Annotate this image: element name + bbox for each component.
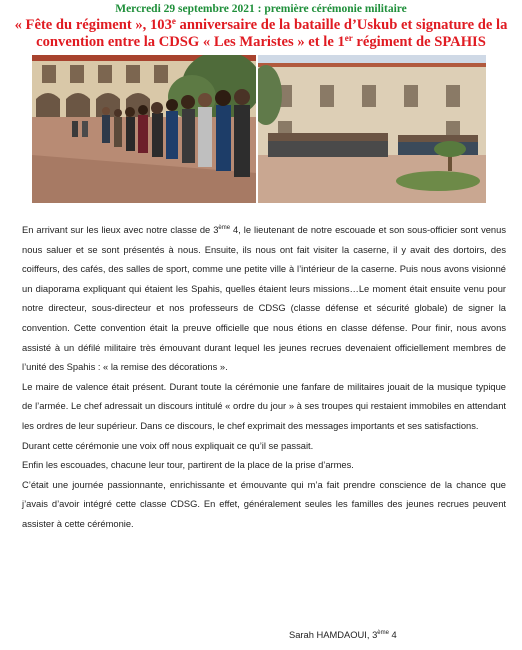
- paragraph-arrival-text-1: En arrivant sur les lieux avec notre classe de 3: [22, 225, 219, 235]
- courtyard-photo: [258, 55, 486, 203]
- date-line: Mercredi 29 septembre 2021 : première cérémonie militaire: [115, 3, 407, 15]
- title-superscript-1: e: [171, 16, 176, 26]
- paragraph-mayor: Le maire de valence était présent. Durant toute la cérémonie une fanfare de militaires jouait de la musique typique de l’armée. Le chef adressait un discours intitulé « ordre du jour » à ses troupes qui restaient immobiles en attendant les ordres de leur supérieur. Dans ce discours, le chef exprimait des messages importants et ses satisfactions.: [22, 381, 506, 431]
- title-superscript-2: er: [344, 33, 353, 43]
- title-part-3: régiment de SPAHIS: [352, 34, 486, 50]
- article-title: [8, 17, 514, 51]
- paragraph-arrival-superscript: ème: [218, 225, 231, 231]
- article-body: [22, 221, 506, 535]
- paragraph-conclusion: C’était une journée passionnante, enrichissante et émouvante qui m’a fait prendre conscience de la chance que j’avais d’avoir intégré cette classe CDSG. En effet, généralement seules les familles des jeunes recrues peuvent assister à cette cérémonie.: [22, 479, 506, 529]
- author-signature: [289, 629, 397, 641]
- author-class: 4: [388, 630, 397, 640]
- paragraph-arrival: [22, 221, 506, 378]
- paragraph-squads: Enfin les escouades, chacune leur tour, partirent de la place de la prise d’armes.: [22, 460, 354, 471]
- paragraph-voice-off: Durant cette cérémonie une voix off nous expliquait ce qu’il se passait.: [22, 440, 314, 451]
- title-part-1: « Fête du régiment », 103: [14, 17, 172, 33]
- author-class-superscript: ème: [377, 630, 389, 636]
- author-name: Sarah HAMDAOUI, 3: [289, 630, 378, 640]
- title-part-2: anniversaire de la bataille d’Uskub et signature de la convention entre la CDSG « Les Maristes » et le 1: [36, 17, 508, 50]
- paragraph-arrival-text-2: 4, le lieutenant de notre escouade et son sous-officier sont venus nous saluer et se sont présentés à nous. Ensuite, ils nous ont fait visiter la caserne, il y avait des dortoirs, des coiffeurs, des cafés, des salles de sport, comme une petite ville à l’intérieur de la caserne. Puis nous avons visionné un diaporama expliquant qui étaient les Spahis, quelles étaient leurs missions…Le moment était ensuite venu pour notre directeur, sous-directeur et nos professeurs de CDSG (classe défense et sécurité globale) de signer la convention. Cette convention était la preuve officielle que nous étions en classe défense. Pour finir, nous avons assisté à un défilé militaire très émouvant durant lequel les jeunes recrues devenaient officiellement membres de l’unité des Spahis : « la remise des décorations ».: [22, 225, 506, 373]
- parade-photo: [32, 55, 256, 203]
